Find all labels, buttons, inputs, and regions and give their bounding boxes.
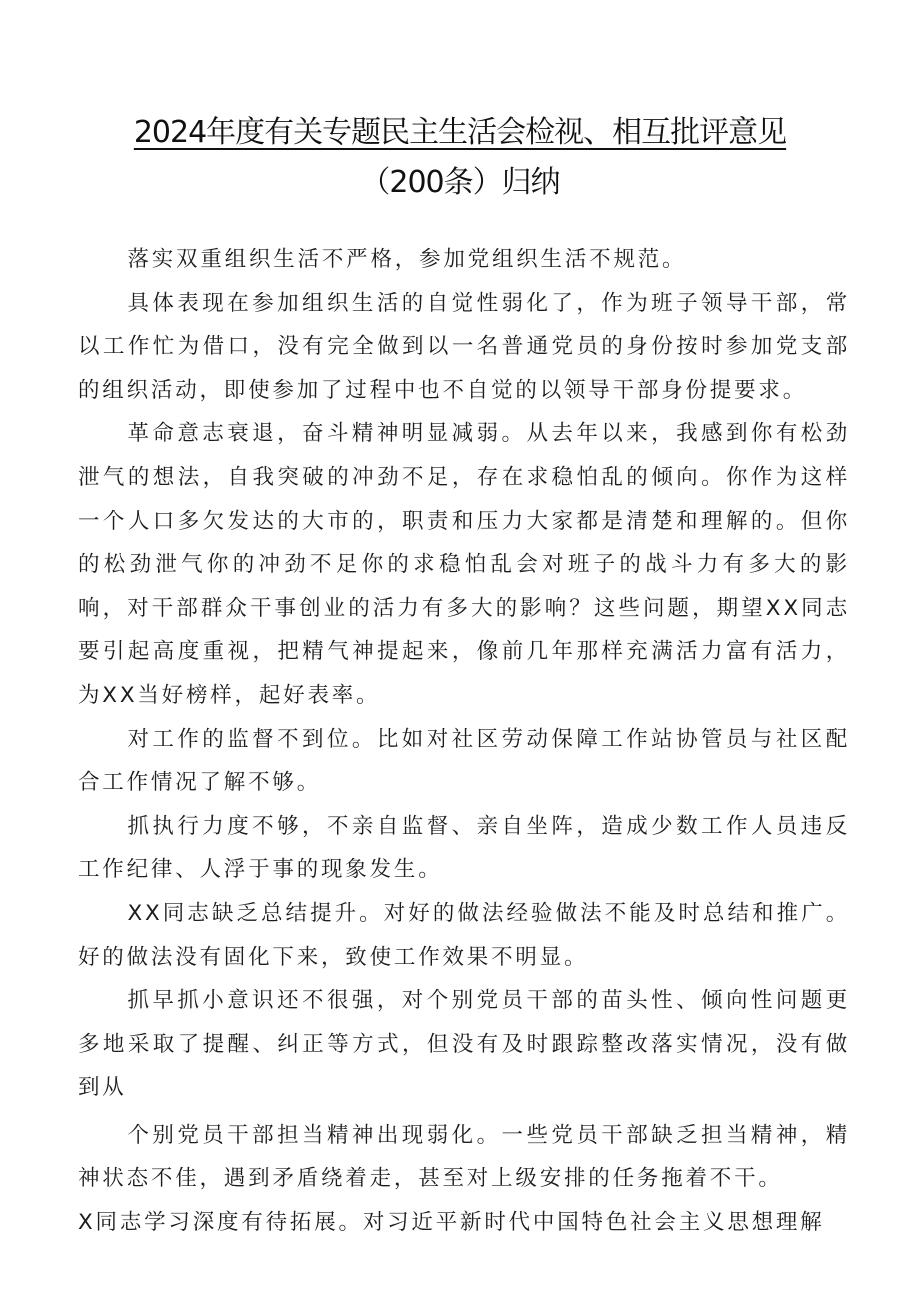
- paragraph-6: XX同志缺乏总结提升。对好的做法经验做法不能及时总结和推广。好的做法没有固化下来，致使工作效果不明显。: [78, 900, 850, 970]
- paragraph-7: 抓早抓小意识还不很强，对个别党员干部的苗头性、倾向性问题更多地采取了提醒、纠正等方式，但没有及时跟踪整改落实情况，没有做到从: [78, 988, 850, 1101]
- paragraph-5: 抓执行力度不够，不亲自监督、亲自坐阵，造成少数工作人员违反工作纪律、人浮于事的现象发生。: [78, 813, 850, 883]
- title-line-1: 2024年度有关专题民主生活会检视、相互批评意见: [133, 115, 787, 150]
- document-body: [78, 238, 850, 1245]
- paragraph-3: 革命意志衰退，奋斗精神明显减弱。从去年以来，我感到你有松劲泄气的想法，自我突破的冲劲不足，存在求稳怕乱的倾向。你作为这样一个人口多欠发达的大市的，职责和压力大家都是清楚和理解的。但你的松劲泄气你的冲劲不足你的求稳怕乱会对班子的战斗力有多大的影响，对干部群众干事创业的活力有多大的影响？这些问题，期望XX同志要引起高度重视，把精气神提起来，像前几年那样充满活力富有活力，为XX当好榜样，起好表率。: [78, 421, 850, 708]
- document-title: [0, 108, 920, 208]
- title-line-2: （200条）归纳: [360, 165, 560, 200]
- paragraph-2: 具体表现在参加组织生活的自觉性弱化了，作为班子领导干部，常以工作忙为借口，没有完全做到以一名普通党员的身份按时参加党支部的组织活动，即使参加了过程中也不自觉的以领导干部身份提要求。: [78, 290, 850, 403]
- paragraph-8: 个别党员干部担当精神出现弱化。一些党员干部缺乏担当精神，精神状态不佳，遇到矛盾绕着走，甚至对上级安排的任务拖着不干。: [78, 1122, 850, 1192]
- paragraph-1: 落实双重组织生活不严格，参加党组织生活不规范。: [127, 247, 687, 272]
- paragraph-4: 对工作的监督不到位。比如对社区劳动保障工作站协管员与社区配合工作情况了解不够。: [78, 726, 850, 796]
- paragraph-9: X同志学习深度有待拓展。对习近平新时代中国特色社会主义思想理解: [78, 1210, 825, 1236]
